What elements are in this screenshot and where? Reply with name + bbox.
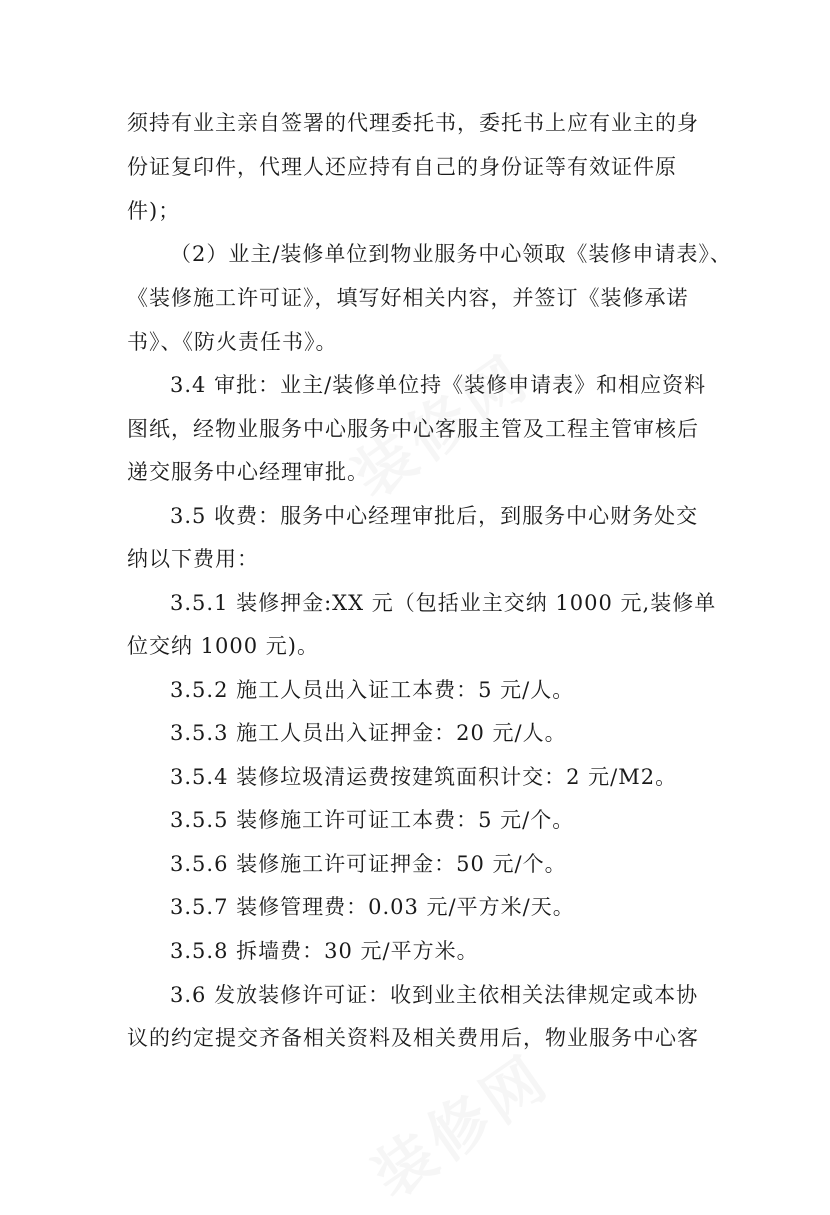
text-line: 位交纳 1000 元)。 [127, 634, 319, 658]
text-line: 图纸，经物业服务中心服务中心客服主管及工程主管审核后 [127, 417, 699, 441]
text-line: 3.5 收费：服务中心经理审批后，到服务中心财务处交 [170, 504, 699, 528]
text-line: 3.5.7 装修管理费：0.03 元/平方米/天。 [170, 895, 575, 919]
text-line: 3.5.8 拆墙费：30 元/平方米。 [170, 939, 479, 963]
text-line: 3.4 审批：业主/装修单位持《装修申请表》和相应资料 [170, 373, 707, 397]
text-line: 份证复印件，代理人还应持有自己的身份证等有效证件原 [127, 155, 677, 179]
text-line: 3.5.4 装修垃圾清运费按建筑面积计交：2 元/M2。 [170, 765, 678, 789]
text-line: 书》、《防火责任书》。 [127, 330, 338, 354]
text-line: 议的约定提交齐备相关资料及相关费用后，物业服务中心客 [127, 1026, 699, 1050]
text-line: 3.6 发放装修许可证：收到业主依相关法律规定或本协 [170, 983, 699, 1007]
text-line: （2）业主/装修单位到物业服务中心领取《装修申请表》、 [170, 242, 732, 266]
text-line: 3.5.1 装修押金:XX 元（包括业主交纳 1000 元,装修单 [170, 591, 717, 615]
text-line: 3.5.5 装修施工许可证工本费：5 元/个。 [170, 808, 575, 832]
text-line: 《装修施工许可证》，填写好相关内容，并签订《装修承诺 [127, 286, 689, 310]
text-line: 须持有业主亲自签署的代理委托书，委托书上应有业主的身 [127, 111, 699, 135]
watermark [353, 1031, 565, 1215]
text-line: 3.5.2 施工人员出入证工本费：5 元/人。 [170, 678, 575, 702]
text-line: 3.5.6 装修施工许可证押金：50 元/个。 [170, 852, 567, 876]
text-line: 纳以下费用： [127, 547, 259, 571]
text-line: 件)； [127, 199, 181, 223]
text-line: 递交服务中心经理审批。 [127, 460, 369, 484]
text-line: 3.5.3 施工人员出入证押金：20 元/人。 [170, 721, 567, 745]
